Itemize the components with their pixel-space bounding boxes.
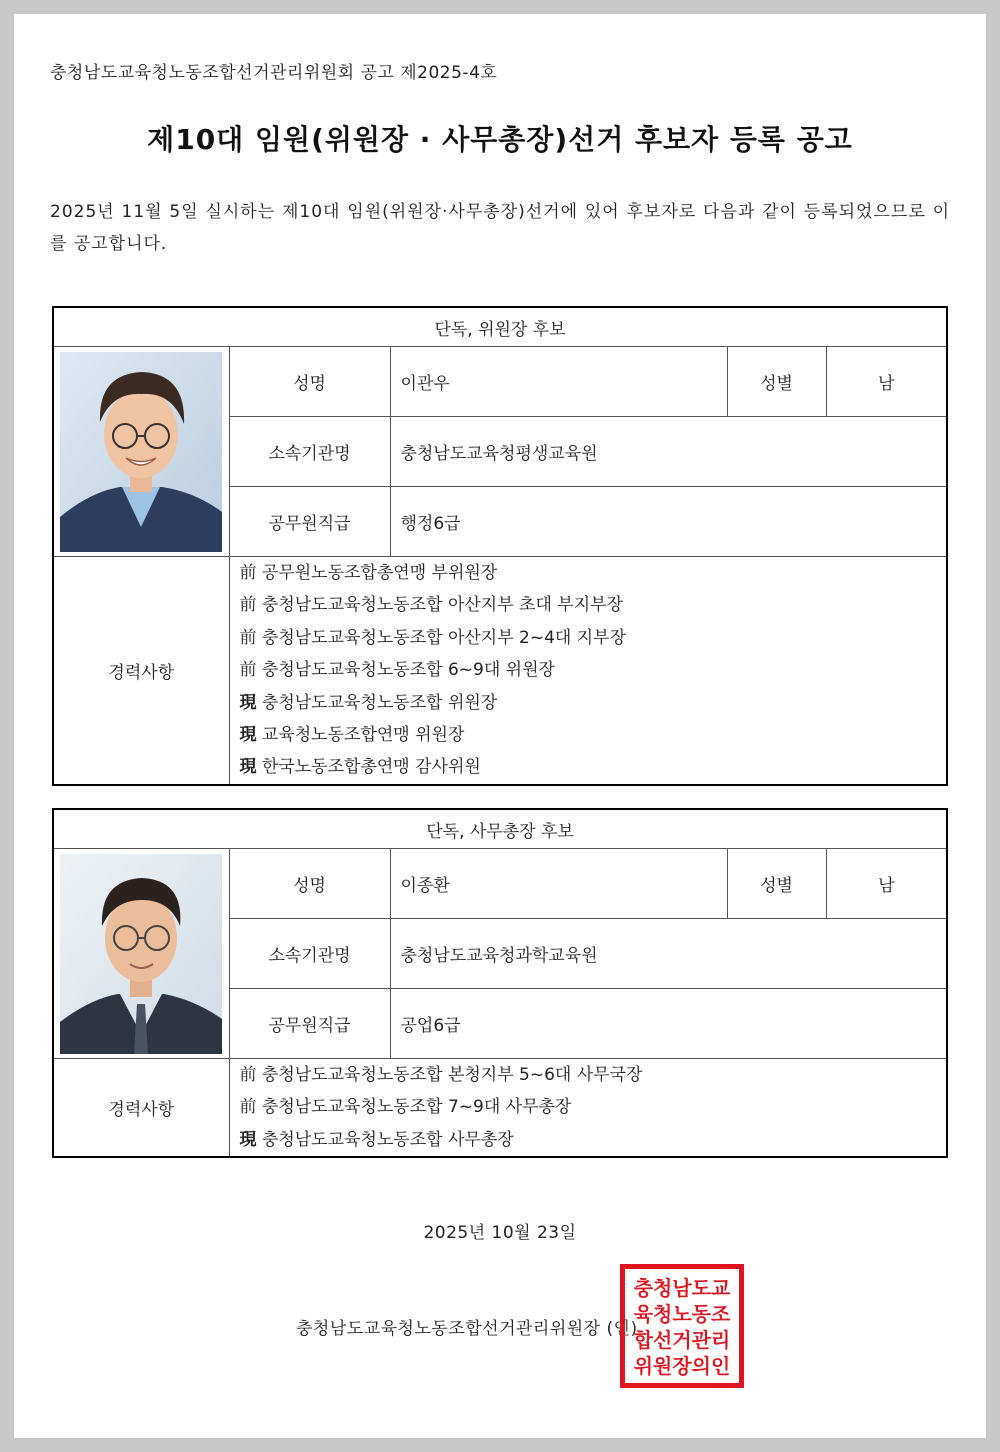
portrait-photo-icon <box>60 854 222 1054</box>
label-gender: 성별 <box>727 347 826 417</box>
portrait-photo-icon <box>60 352 222 552</box>
signer-name: 충청남도교육청노동조합선거관리위원장 (인) <box>296 1319 638 1339</box>
label-name: 성명 <box>229 347 390 417</box>
career-item: 現 한국노동조합총연맹 감사위원 <box>239 757 481 778</box>
candidate-gender: 남 <box>826 849 947 919</box>
portrait-photo <box>60 854 222 1054</box>
official-seal: 충청남도교 육청노동조 합선거관리 위원장의인 <box>620 1264 744 1388</box>
notice-number: 충청남도교육청노동조합선거관리위원회 공고 제2025-4호 <box>50 63 498 83</box>
label-career: 경력사항 <box>53 557 229 785</box>
career-item: 現 충청남도교육청노동조합 위원장 <box>239 692 498 713</box>
candidate-gender: 남 <box>826 347 947 417</box>
career-list <box>229 557 947 785</box>
label-name: 성명 <box>229 849 390 919</box>
career-item: 前 충청남도교육청노동조합 아산지부 2~4대 지부장 <box>239 627 627 648</box>
career-item: 現 교육청노동조합연맹 위원장 <box>239 724 465 745</box>
portrait-photo <box>60 352 222 552</box>
label-rank: 공무원직급 <box>229 989 390 1059</box>
candidate-org: 충청남도교육청과학교육원 <box>390 919 947 989</box>
label-org: 소속기관명 <box>229 417 390 487</box>
intro-paragraph: 2025년 11월 5일 실시하는 제10대 임원(위원장·사무총장)선거에 있어 후보자로 다음과 같이 등록되었으므로 이를 공고합니다. <box>50 202 950 254</box>
career-item: 前 충청남도교육청노동조합 아산지부 초대 부지부장 <box>239 595 623 616</box>
candidate-name: 이관우 <box>390 347 727 417</box>
label-gender: 성별 <box>727 849 826 919</box>
career-item: 前 충청남도교육청노동조합 본청지부 5~6대 사무국장 <box>239 1065 643 1085</box>
career-item: 前 충청남도교육청노동조합 7~9대 사무총장 <box>239 1097 572 1118</box>
candidate-rank: 행정6급 <box>390 487 947 557</box>
candidate-table-secretary <box>52 808 948 1158</box>
career-item: 前 충청남도교육청노동조합 6~9대 위원장 <box>239 660 555 681</box>
label-org: 소속기관명 <box>229 919 390 989</box>
candidate-photo-cell <box>53 347 229 557</box>
career-item: 前 공무원노동조합총연맹 부위원장 <box>239 563 498 583</box>
career-list <box>229 1059 947 1158</box>
candidate-heading: 단독, 위원장 후보 <box>53 307 947 347</box>
notice-date: 2025년 10월 23일 <box>423 1223 577 1243</box>
career-item: 現 충청남도교육청노동조합 사무총장 <box>239 1129 514 1150</box>
label-career: 경력사항 <box>53 1059 229 1158</box>
page-title: 제10대 임원(위원장 · 사무총장)선거 후보자 등록 공고 <box>147 123 853 156</box>
candidate-name: 이종환 <box>390 849 727 919</box>
candidate-heading: 단독, 사무총장 후보 <box>53 809 947 849</box>
label-rank: 공무원직급 <box>229 487 390 557</box>
candidate-org: 충청남도교육청평생교육원 <box>390 417 947 487</box>
notice-page <box>14 14 986 1438</box>
candidate-table-chair <box>52 306 948 786</box>
candidate-rank: 공업6급 <box>390 989 947 1059</box>
candidate-photo-cell <box>53 849 229 1059</box>
